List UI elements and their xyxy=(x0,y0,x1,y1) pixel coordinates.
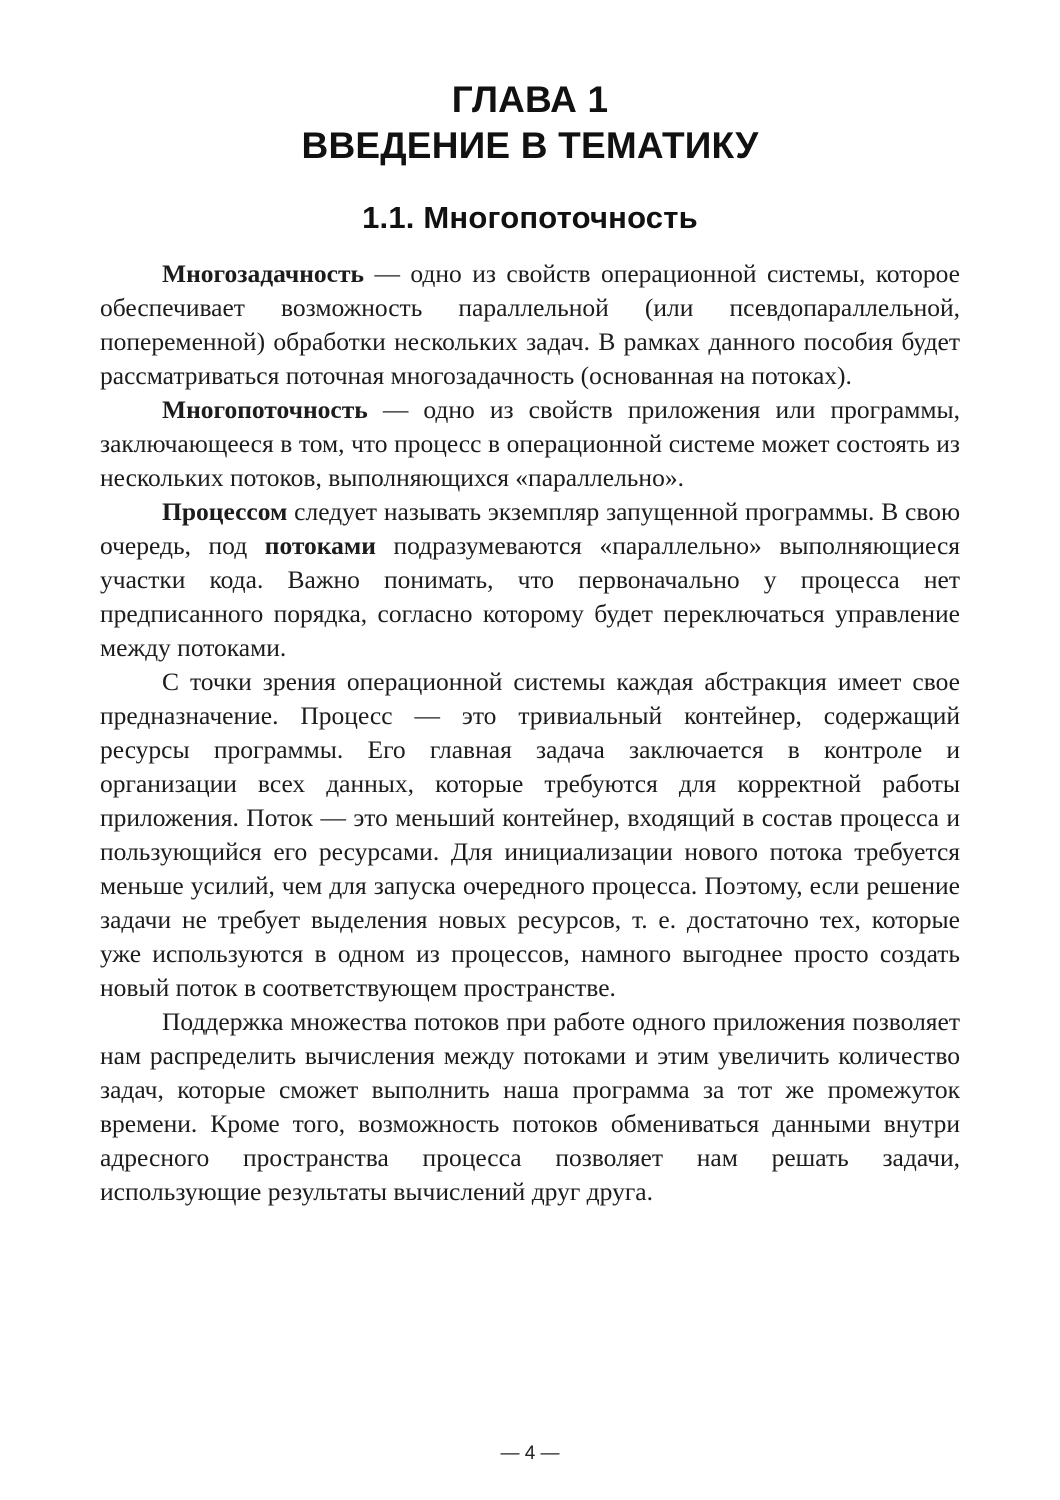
paragraph-process xyxy=(100,495,960,665)
body-text xyxy=(100,257,960,1209)
paragraph-multitasking xyxy=(100,257,960,393)
chapter-title: ВВЕДЕНИЕ В ТЕМАТИКУ xyxy=(301,125,759,166)
paragraph-text: — одно из свойств приложения или программы, заключающееся в том, что процесс в операционной системе может состоять из нескольких потоков, выполняющихся «параллельно». xyxy=(100,395,960,492)
paragraph-text: следует называть экземпляр запущенной программы. В свою очередь, под xyxy=(100,497,960,560)
paragraph-text: подразумеваются «параллельно» выполняющиеся участки кода. Важно понимать, что первоначально у процесса нет предписанного порядка, согласно которому будет переключаться управление между потоками. xyxy=(100,531,960,662)
term-process: Процессом xyxy=(162,497,288,526)
paragraph-multithreading xyxy=(100,393,960,495)
term-multitasking: Многозадачность xyxy=(162,259,364,288)
term-threads: потоками xyxy=(264,531,376,560)
term-multithreading: Многопоточность xyxy=(162,395,368,424)
chapter-label: ГЛАВА 1 xyxy=(451,79,609,120)
paragraph-text: Поддержка множества потоков при работе одного приложения позволяет нам распределить вычисления между потоками и этим увеличить количество задач, которые сможет выполнить наша программа за тот же промежуток времени. Кроме того, возможность потоков обмениваться данными внутри адресного пространства процесса позволяет нам решать задачи, использующие результаты вычислений друг друга. xyxy=(100,1007,960,1206)
paragraph-text: С точки зрения операционной системы каждая абстракция имеет свое предназначение. Процесс — это тривиальный контейнер, содержащий ресурсы программы. Его главная задача заключается в контроле и организации всех данных, которые требуются для корректной работы приложения. Поток — это меньший контейнер, входящий в состав процесса и пользующийся его ресурсами. Для инициализации нового потока требуется меньше усилий, чем для запуска очередного процесса. Поэтому, если решение задачи не требует выделения новых ресурсов, т. е. достаточно тех, которые уже используются в одном из процессов, намного выгоднее просто создать новый поток в соответствующем пространстве. xyxy=(100,667,960,1002)
paragraph-abstraction xyxy=(100,665,960,1005)
section-title: 1.1. Многопоточность xyxy=(362,200,698,235)
paragraph-thread-support xyxy=(100,1005,960,1209)
page-number: — 4 — xyxy=(500,1443,560,1464)
paragraph-text: — одно из свойств операционной системы, которое обеспечивает возможность параллельной (или псевдопараллельной, попеременной) обработки нескольких задач. В рамках данного пособия будет рассматриваться поточная многозадачность (основанная на потоках). xyxy=(100,259,960,390)
